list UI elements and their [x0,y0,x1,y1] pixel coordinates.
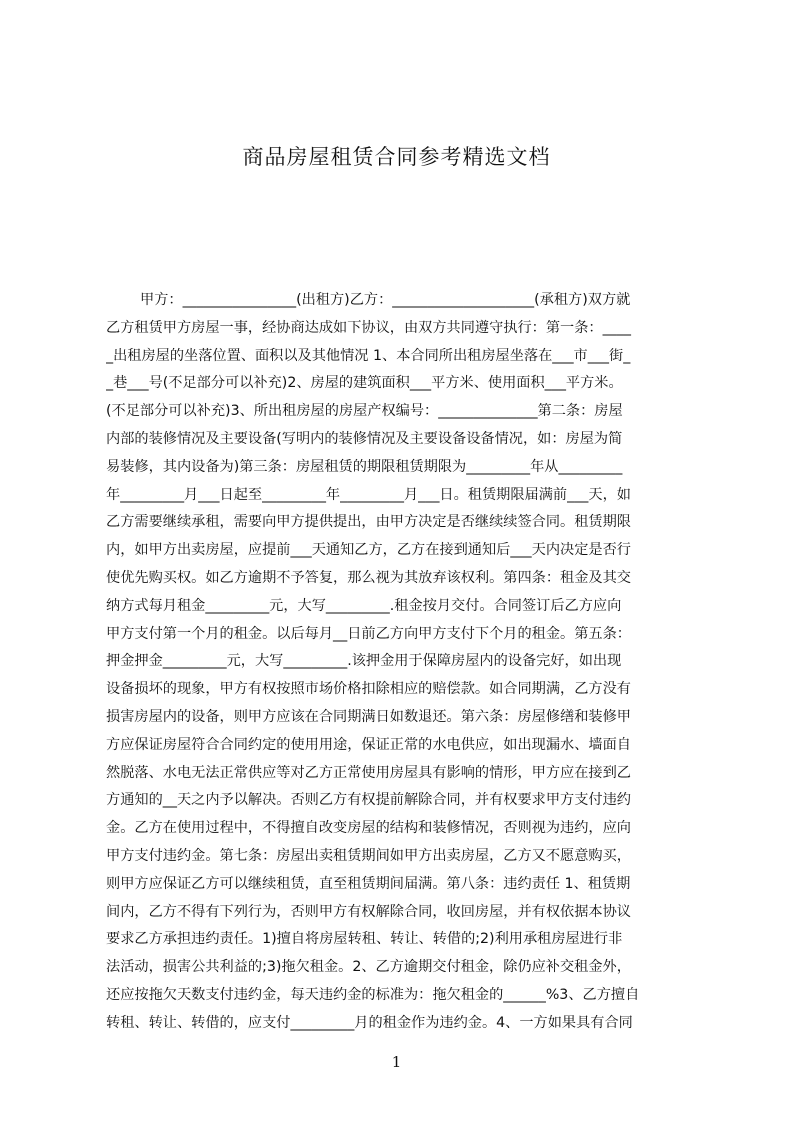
body-line: (不足部分可以补充)3、所出租房屋的房屋产权编号：______________第二条：房屋 [106,403,623,420]
body-line: 甲方：________________(出租方)乙方：____________________(承租方)双方就 [140,292,631,308]
body-line: 甲方支付违约金。第七条：房屋出卖租赁期间如甲方出卖房屋，乙方又不愿意购买， [106,847,631,864]
body-line: 法活动，损害公共利益的;3)拖欠租金。2、乙方逾期交付租金，除仍应补交租金外， [106,959,631,976]
body-line: 易装修，其内设备为)第三条：房屋租赁的期限租赁期限为_________年从_________ [106,458,623,475]
body-line: _巷___号(不足部分可以补充)2、房屋的建筑面积___平方米、使用面积___平方米。 [106,375,623,392]
body-line: 押金押金_________元，大写_________.该押金用于保障房屋内的设备完好，如出现 [106,653,622,670]
page-title: 商品房屋租赁合同参考精选文档 [242,145,551,169]
body-line: 乙方需要继续承租，需要向甲方提供提出，由甲方决定是否继续续签合同。租赁期限 [106,514,631,531]
body-line: 方通知的__天之内予以解决。否则乙方有权提前解除合同，并有权要求甲方支付违约 [106,792,631,809]
body-line: 纳方式每月租金_________元，大写_________.租金按月交付。合同签订后乙方应向 [106,597,622,614]
body-line: 设备损坏的现象，甲方有权按照市场价格扣除相应的赔偿款。如合同期满，乙方没有 [106,681,631,698]
contract-body [106,287,698,1038]
body-line: 内，如甲方出卖房屋，应提前___天通知乙方，乙方在接到通知后___天内决定是否行 [106,542,631,559]
body-line: 使优先购买权。如乙方逾期不予答复，那么视为其放弃该权利。第四条：租金及其交 [106,569,631,586]
body-line: 金。乙方在使用过程中，不得擅自改变房屋的结构和装修情况，否则视为违约，应向 [106,820,631,837]
body-line: 损害房屋内的设备，则甲方应该在合同期满日如数退还。第六条：房屋修缮和装修甲 [106,708,631,725]
body-line: 要求乙方承担违约责任。1)擅自将房屋转租、转让、转借的;2)利用承租房屋进行非 [106,931,623,948]
body-line: 然脱落、水电无法正常供应等对乙方正常使用房屋具有影响的情形，甲方应在接到乙 [106,764,631,781]
body-line: 间内，乙方不得有下列行为，否则甲方有权解除合同，收回房屋，并有权依据本协议 [106,903,631,920]
body-line: _出租房屋的坐落位置、面积以及其他情况 1、本合同所出租房屋坐落在___市___街_ [106,347,631,364]
body-line: 内部的装修情况及主要设备(写明内的装修情况及主要设备设备情况，如：房屋为简 [106,430,623,447]
body-line: 年_________月___日起至_________年_________月___日。租赁期限届满前___天，如 [106,486,631,503]
body-line: 则甲方应保证乙方可以继续租赁，直至租赁期间届满。第八条：违约责任 1、租赁期 [106,875,631,892]
body-line: 乙方租赁甲方房屋一事，经协商达成如下协议，由双方共同遵守执行：第一条：____ [106,319,631,336]
page-number: 1 [391,1053,402,1071]
body-line: 转租、转让、转借的，应支付_________月的租金作为违约金。4、一方如果具有合同 [106,1014,633,1031]
body-line: 甲方支付第一个月的租金。以后每月__日前乙方向甲方支付下个月的租金。第五条： [106,625,631,642]
body-line: 方应保证房屋符合合同约定的使用用途，保证正常的水电供应，如出现漏水、墙面自 [106,736,631,753]
body-line: 还应按拖欠天数支付违约金，每天违约金的标准为：拖欠租金的______%3、乙方擅自 [106,986,640,1003]
